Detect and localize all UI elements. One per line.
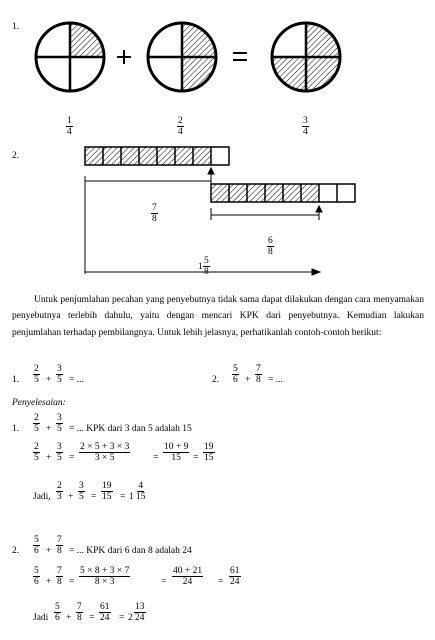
s1-l2-frac-b: 3 5 [57,442,62,463]
s1-jadi-res: 19 15 [102,481,112,502]
fraction-two-quarters: 2 4 [178,116,183,137]
arrow-seven-eighths [85,168,214,184]
example2-tail: = ... [268,375,283,385]
problem1-number: 1. [12,22,20,32]
s2-l2-plus: + [46,577,52,587]
s2-l2-eq1: = [69,577,75,587]
bar-seven-eighths [85,147,229,165]
s2-frac-a: 5 6 [34,535,39,556]
fraction-three-quarters: 3 4 [303,116,308,137]
s1-jadi-eq1: = [91,492,97,502]
s1-l2-plus: + [46,453,52,463]
s2-l2-mid-frac: 40 + 21 24 [173,566,203,587]
example1-number: 1. [12,375,20,385]
bar-fraction-seven-eighths: 7 8 [152,203,157,224]
s1-jadi-frac-b: 3 5 [79,481,84,502]
s2-jadi-eq1: = [89,613,95,623]
circle-three-quarters [272,23,340,91]
solution2-number: 2. [12,546,20,556]
s1-l2-eq2: = [153,453,159,463]
s1-jadi: Jadi, [33,492,51,502]
circle-one-quarter [36,23,104,91]
example2-plus: + [245,375,251,385]
s2-l2-frac-a: 5 6 [34,566,39,587]
s1-l2-res-frac: 19 15 [204,442,214,463]
result-fraction: 5 8 [204,256,209,277]
example2-number: 2. [212,375,220,385]
s2-line1-tail: = ... KPK dari 6 dan 8 adalah 24 [69,546,192,556]
s2-frac-b: 7 8 [57,535,62,556]
bar-model-diagram [0,140,435,280]
arrow-six-eighths [211,206,322,220]
fraction-one-quarter: 1 4 [67,116,72,137]
example1-plus: + [46,375,52,385]
s1-jadi-plus: + [68,492,74,502]
s1-l2-frac-a: 2 5 [34,442,39,463]
fraction-circles-diagram [0,0,435,100]
s1-frac-a: 2 5 [34,413,39,434]
s2-jadi-plus: + [66,613,72,623]
solution1-number: 1. [12,424,20,434]
s1-l2-eq3: = [193,453,199,463]
s1-jadi-frac-a: 2 3 [57,481,62,502]
example1-frac-b: 3 5 [57,364,62,385]
s2-l2-big-frac: 5 × 8 + 3 × 7 8 × 3 [80,566,130,587]
circle-two-quarters [148,23,216,91]
s2-jadi: Jadi [33,613,49,623]
s2-jadi-eq2: = [119,613,125,623]
s1-l2-mid-frac: 10 + 9 15 [164,442,189,463]
s1-l2-eq1: = [69,453,75,463]
s1-mixed-frac: 4 15 [136,481,146,502]
solution-heading: Penyelesaian: [12,398,66,408]
s2-jadi-frac-b: 7 8 [77,602,82,623]
example1-frac-a: 2 5 [34,364,39,385]
bar-fraction-six-eighths: 6 8 [268,236,273,257]
s2-l2-eq2: = [161,577,167,587]
s1-frac-b: 3 5 [57,413,62,434]
example1-tail: = ... [69,375,84,385]
s1-l2-big-frac: 2 × 5 + 3 × 3 3 × 5 [80,442,130,463]
s1-jadi-eq2: = [120,492,126,502]
s1-mixed-whole: 1 [129,492,134,502]
s1-line1-tail: = ... KPK dari 3 dan 5 adalah 15 [69,424,192,434]
example2-frac-a: 5 6 [233,364,238,385]
plus-sign [117,50,131,64]
s2-plus: + [46,546,52,556]
equals-sign [233,53,247,60]
problem2-number: 2. [12,151,20,161]
result-whole: 1 [198,262,203,272]
s2-l2-res-frac: 61 24 [230,566,240,587]
explanation-paragraph: Untuk penjumlahan pecahan yang penyebutnya tidak sama dapat dilakukan dengan cara menyamakan penyebutnya terlebih dahulu, yaitu dengan mencari KPK dari penyebutnya. Kemudian lakukan penjumlahan terhadap pembilangnya. Untuk lebih jelasnya, perhatikanlah contoh-contoh berikut: [12,295,424,338]
s2-mixed-whole: 2 [128,613,133,623]
s2-jadi-res: 61 24 [100,602,110,623]
example2-frac-b: 7 8 [256,364,261,385]
s2-jadi-frac-a: 5 6 [55,602,60,623]
s2-l2-frac-b: 7 8 [57,566,62,587]
s2-mixed-frac: 13 24 [135,602,145,623]
bar-six-eighths [211,184,355,202]
s1-plus: + [46,424,52,434]
s2-l2-eq3: = [218,577,224,587]
